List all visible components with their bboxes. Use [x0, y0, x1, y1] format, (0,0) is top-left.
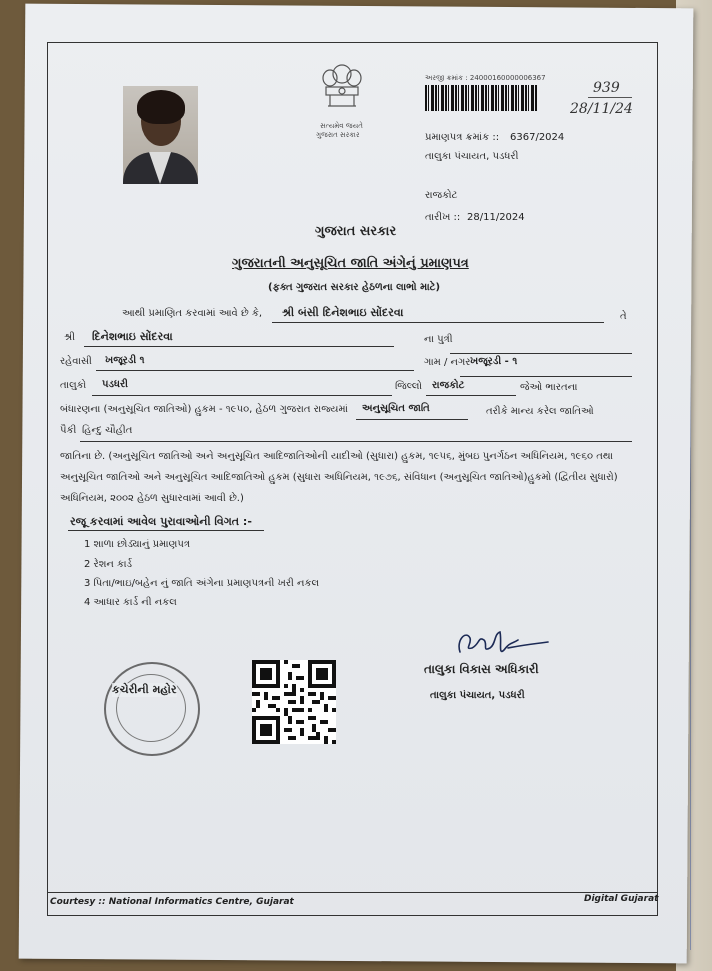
- district-value: રાજકોટ: [432, 380, 465, 391]
- father-name: દિનેશભાઇ સોંદરવા: [92, 330, 173, 343]
- legal-text-line-3: અધિનિયમ, ૨૦૦૨ હેઠળ સુધારવામાં આવી છે.): [60, 493, 244, 504]
- resident-label: રહેવાસી: [60, 356, 92, 367]
- tarike-text: તરીકે માન્ય કરેલ જાતિઓ: [486, 406, 594, 417]
- village-label: ગામ / નગર: [424, 357, 471, 368]
- intro-text: આથી પ્રમાણિત કરવામાં આવે છે કે,: [122, 308, 263, 319]
- issuing-district: રાજકોટ: [425, 190, 458, 201]
- evidence-item: 3 પિતા/ભાઇ/બહેન નું જાતિ અંગેના પ્રમાણપત્રની ખરી નકલ: [84, 578, 320, 589]
- office-seal: [104, 662, 200, 756]
- emblem-caption-1: સત્યમેવ જયતે: [320, 122, 363, 130]
- courtesy-text: Courtesy :: National Informatics Centre, Gujarat: [50, 897, 294, 907]
- na-putri-label: ના પુત્રી: [424, 334, 453, 345]
- state-emblem-icon: [316, 60, 368, 120]
- certificate-number-label: પ્રમાણપત્ર ક્રમાંક ::: [425, 132, 500, 143]
- officer-title: તાલુકા વિકાસ અધિકારી: [424, 662, 539, 676]
- date-label: તારીખ ::: [425, 212, 461, 223]
- caste-type: અનુસૂચિત જાતિ: [362, 403, 430, 414]
- officer-office: તાલુકા પંચાયત, પડધરી: [430, 690, 525, 701]
- certificate-number: 6367/2024: [510, 132, 565, 143]
- constitution-text: બંધારણના (અનુસૂચિત જાતિઓ) હુકમ - ૧૯૫૦, હેઠળ ગુજરાત રાજ્યમાં: [60, 404, 348, 415]
- application-number: અરજી ક્રમાંક : 24000160000006367: [425, 74, 546, 82]
- seal-label: કચેરીની મહોર: [112, 683, 177, 696]
- handwritten-number: 939: [593, 80, 620, 96]
- jeo-text: જેઓ ભારતના: [520, 382, 578, 393]
- handwritten-date: 28/11/24: [570, 101, 633, 117]
- shri-label: શ્રી: [64, 332, 76, 343]
- village-value: ખજૂરડી - ૧: [470, 356, 518, 367]
- qr-code: [252, 660, 336, 744]
- applicant-photo: [123, 86, 198, 184]
- caste-name: હિન્દુ ચૌહીત: [82, 425, 133, 436]
- digital-gujarat-text: Digital Gujarat: [584, 894, 659, 904]
- certificate-subtitle: (ફક્ત ગુજરાત સરકાર હેઠળના લાભો માટે): [268, 282, 441, 293]
- officer-signature: [452, 622, 552, 667]
- issue-date: 28/11/2024: [467, 212, 525, 223]
- paiki-label: પૈકી: [60, 425, 77, 436]
- te-text: તે: [620, 311, 627, 322]
- issuing-office: તાલુકા પંચાયત, પડધરી: [425, 151, 519, 162]
- barcode: [425, 85, 537, 111]
- evidence-item: 1 શાળા છોડ્યાનું પ્રમાણપત્ર: [84, 539, 190, 550]
- taluka-value: પડધરી: [102, 379, 129, 390]
- district-label: જિલ્લો: [395, 381, 422, 392]
- emblem-caption-2: ગુજરાત સરકાર: [316, 131, 360, 139]
- evidence-item: 4 આધાર કાર્ડ ની નકલ: [84, 597, 177, 608]
- holder-name: શ્રી બંસી દિનેશભાઇ સોંદરવા: [282, 306, 404, 319]
- resident-value: ખજૂરડી ૧: [105, 355, 145, 366]
- government-title: ગુજરાત સરકાર: [315, 224, 397, 239]
- taluka-label: તાલુકો: [60, 380, 87, 391]
- legal-text-line-1: જાતિના છે. (અનુસૂચિત જાતિઓ અને અનુસૂચિત આદિજાતિઓની યાદીઓ (સુધારા) હુકમ, ૧૯૫૬, મુંબઇ પુનર્ગઠન અધિનિયમ, ૧૯૬૦ તથા: [60, 451, 613, 462]
- legal-text-line-2: અનુસૂચિત જાતિઓ અને અનુસૂચિત આદિજાતિઓ હુકમ (સુધારા અધિનિયમ, ૧૯૭૬, સંવિધાન (અનુસૂચિત જાતિઓ)હુકમો (દ્વિતીય સુધારો): [60, 472, 618, 483]
- evidence-item: 2 રેશન કાર્ડ: [84, 559, 133, 570]
- evidence-heading: રજૂ કરવામાં આવેલ પુરાવાઓની વિગત :-: [70, 515, 252, 528]
- certificate-title: ગુજરાતની અનુસૂચિત જાતિ અંગેનું પ્રમાણપત્ર: [232, 256, 469, 271]
